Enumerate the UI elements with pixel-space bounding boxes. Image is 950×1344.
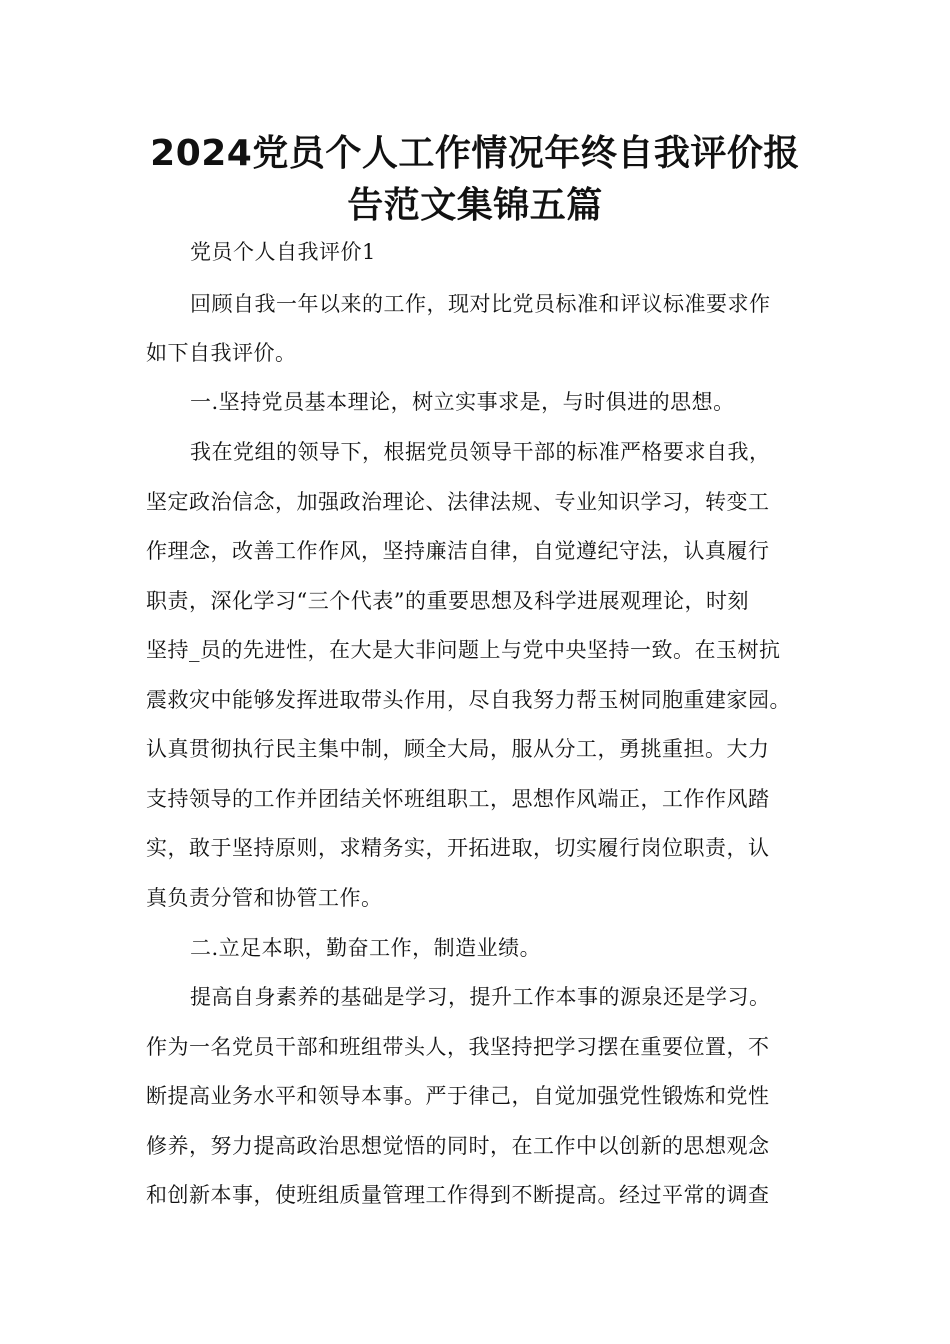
- paragraph-line: 修养，努力提高政治思想觉悟的同时，在工作中以创新的思想观念: [146, 1134, 770, 1158]
- section-heading: 二.立足本职，勤奋工作，制造业绩。: [190, 936, 542, 960]
- paragraph-line: 作理念，改善工作作风，坚持廉洁自律，自觉遵纪守法，认真履行: [146, 539, 770, 563]
- paragraph-line: 实，敢于坚持原则，求精务实，开拓进取，切实履行岗位职责，认: [146, 836, 770, 860]
- section-heading-1: 党员个人自我评价1: [190, 240, 376, 264]
- paragraph-line: 我在党组的领导下，根据党员领导干部的标准严格要求自我，: [190, 440, 771, 464]
- paragraph-line: 提高自身素养的基础是学习，提升工作本事的源泉还是学习。: [190, 985, 771, 1009]
- document-title-line-2: 告范文集锦五篇: [347, 185, 603, 226]
- paragraph-line: 作为一名党员干部和班组带头人，我坚持把学习摆在重要位置，不: [146, 1035, 770, 1059]
- paragraph-line: 真负责分管和协管工作。: [146, 886, 383, 910]
- paragraph-line: 和创新本事，使班组质量管理工作得到不断提高。经过平常的调查: [146, 1183, 770, 1207]
- paragraph-line: 坚定政治信念，加强政治理论、法律法规、专业知识学习，转变工: [146, 490, 770, 514]
- document-title-line-1: 2024党员个人工作情况年终自我评价报: [150, 133, 800, 174]
- paragraph-line: 如下自我评价。: [146, 341, 297, 365]
- paragraph-line: 坚持_员的先进性，在大是大非问题上与党中央坚持一致。在玉树抗: [146, 638, 781, 662]
- section-heading: 一.坚持党员基本理论，树立实事求是，与时俱进的思想。: [190, 390, 735, 414]
- paragraph-line: 认真贯彻执行民主集中制，顾全大局，服从分工，勇挑重担。大力: [146, 737, 770, 761]
- paragraph-line: 震救灾中能够发挥进取带头作用，尽自我努力帮玉树同胞重建家园。: [146, 688, 791, 712]
- paragraph-line: 职责，深化学习“三个代表”的重要思想及科学进展观理论，时刻: [146, 589, 749, 613]
- paragraph-line: 支持领导的工作并团结关怀班组职工，思想作风端正，工作作风踏: [146, 787, 770, 811]
- paragraph-line: 回顾自我一年以来的工作，现对比党员标准和评议标准要求作: [190, 292, 771, 316]
- paragraph-line: 断提高业务水平和领导本事。严于律己，自觉加强党性锻炼和党性: [146, 1084, 770, 1108]
